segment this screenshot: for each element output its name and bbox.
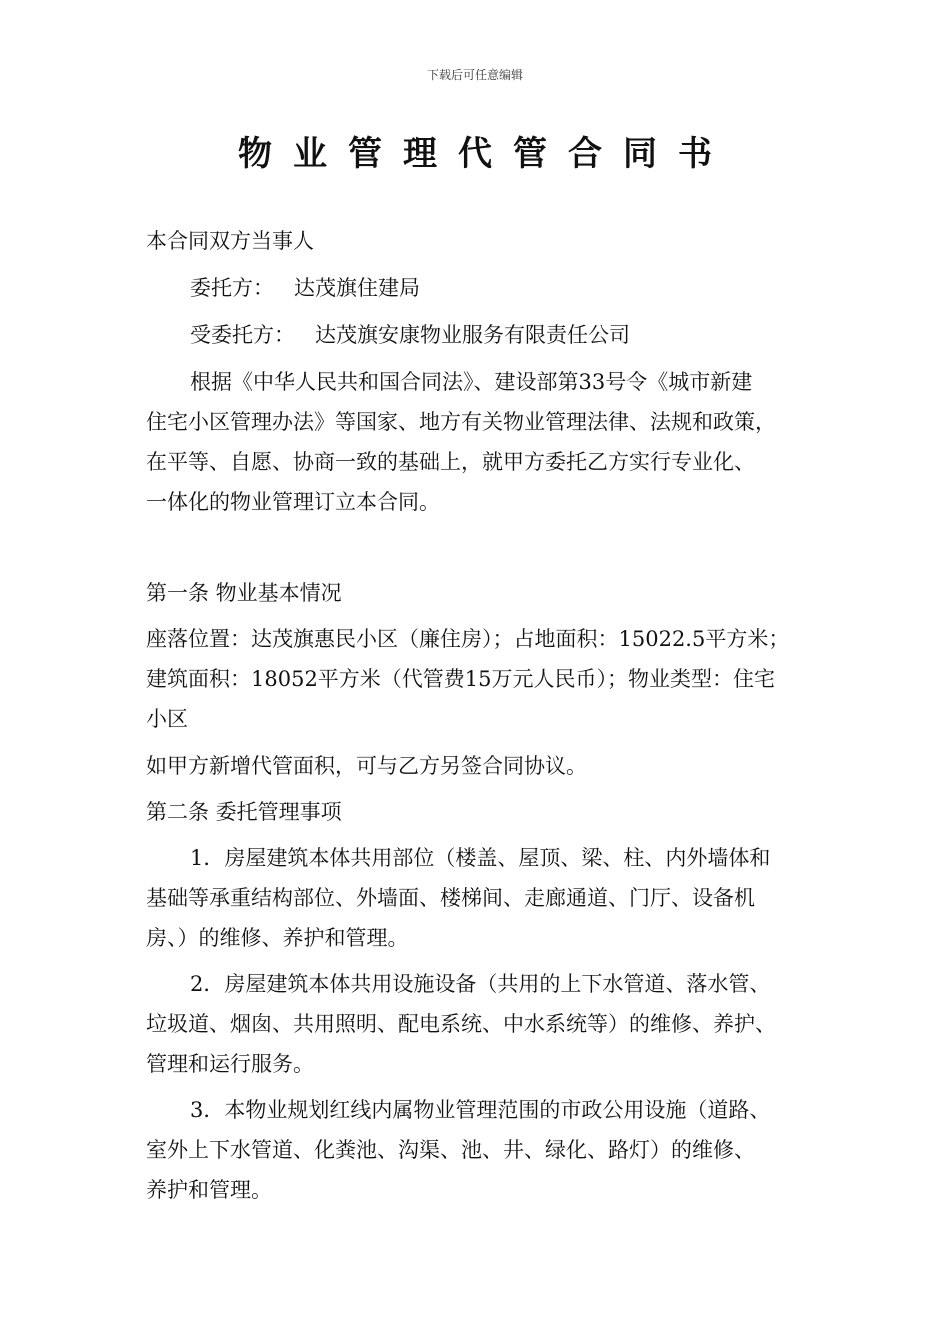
article1-heading: 第一条 物业基本情况 (146, 581, 342, 605)
preamble-line: 一体化的物业管理订立本合同。 (146, 490, 440, 514)
header-note: 下载后可任意编辑 (426, 68, 523, 82)
article2-item-line: 2．房屋建筑本体共用设施设备（共用的上下水管道、落水管、 (190, 972, 771, 996)
agent-name: 达茂旗安康物业服务有限责任公司 (315, 323, 630, 347)
article2-item-line: 室外上下水管道、化粪池、沟渠、池、井、绿化、路灯）的维修、 (146, 1138, 755, 1162)
document-title: 物业管理代管合同书 (238, 134, 733, 174)
principal-name: 达茂旗住建局 (294, 276, 420, 300)
article2-heading: 第二条 委托管理事项 (146, 800, 342, 824)
preamble-line: 在平等、自愿、协商一致的基础上，就甲方委托乙方实行专业化、 (146, 450, 755, 474)
preamble-line: 根据《中华人民共和国合同法》、建设部第33号令《城市新建 (190, 370, 753, 394)
article2-item-line: 1．房屋建筑本体共用部位（楼盖、屋顶、梁、柱、内外墙体和 (190, 846, 771, 870)
article2-item-line: 3．本物业规划红线内属物业管理范围的市政公用设施（道路、 (190, 1098, 771, 1122)
parties-heading: 本合同双方当事人 (146, 229, 314, 253)
principal-label: 委托方： (190, 276, 274, 300)
article2-item-line: 管理和运行服务。 (146, 1052, 314, 1076)
agent-label: 受委托方： (190, 323, 295, 347)
article1-line: 座落位置：达茂旗惠民小区（廉住房）；占地面积：15022.5平方米； (146, 627, 790, 651)
agent-line (190, 320, 870, 350)
principal-line (190, 273, 870, 303)
article2-item-line: 基础等承重结构部位、外墙面、楼梯间、走廊通道、门厅、设备机 (146, 886, 755, 910)
article1-line: 建筑面积：18052平方米（代管费15万元人民币）；物业类型：住宅 (146, 667, 776, 691)
article2-item-line: 房、）的维修、养护和管理。 (146, 926, 409, 950)
article2-item-line: 垃圾道、烟囱、共用照明、配电系统、中水系统等）的维修、养护、 (146, 1012, 776, 1036)
article1-line: 如甲方新增代管面积，可与乙方另签合同协议。 (146, 754, 587, 778)
preamble-line: 住宅小区管理办法》等国家、地方有关物业管理法律、法规和政策， (146, 410, 776, 434)
article2-item-line: 养护和管理。 (146, 1178, 272, 1202)
article1-line: 小区 (146, 707, 188, 731)
